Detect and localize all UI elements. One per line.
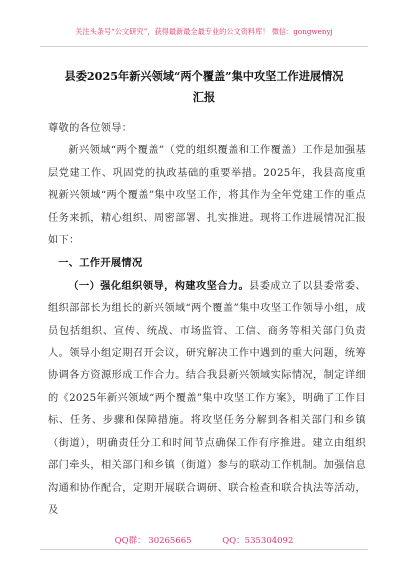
section-heading-1: 一、工作开展情况 xyxy=(58,257,143,270)
header-divider xyxy=(40,46,368,47)
document-body xyxy=(48,118,366,522)
page-footer xyxy=(40,534,368,546)
subsection-body-1: 县委成立了以县委常委、组织部部长为组长的新兴领域“两个覆盖”集中攻坚工作领导小组，成员包括组织、宣传、统战、市场监管、工信、商务等相关部门负责人。领导小组定期召开会议，研究解决工作中遇到的重大问题，统筹协调各方资源形成工作合力。结合我县新兴领域实际情况，制定详细的《2025年新兴领域“两个覆盖”集中攻坚工作方案》，明确了工作目标、任务、步骤和保障措施。将攻坚任务分解到各相关部门和乡镇（街道），明确责任分工和时间节点确保工作有序推进。建立由组织部门牵头，相关部门和乡镇（街道）参与的联动工作机制。加强信息沟通和协作配合，定期开展联合调研、联合检查和联合执法等活动，及 xyxy=(48,280,366,516)
document-title xyxy=(40,66,368,108)
title-line-1: 县委2025年新兴领域“两个覆盖”集中攻坚工作进展情况 xyxy=(64,69,344,83)
footer-qq: QQ：535304092 xyxy=(222,536,294,546)
subsection-paragraph-1 xyxy=(48,275,366,522)
intro-paragraph: 新兴领域“两个覆盖”（党的组织覆盖和工作覆盖）工作是加强基层党建工作、巩固党的执政基础的重要举措。2025年，我县高度重视新兴领域“两个覆盖”集中攻坚工作，将其作为全年党建工作的重点任务来抓，精心组织、周密部署、扎实推进。现将工作进展情况汇报如下： xyxy=(48,145,366,247)
greeting: 尊敬的各位领导： xyxy=(48,123,133,134)
title-line-2: 汇报 xyxy=(192,90,216,104)
page-header-notice: 关注头条号“公文研究”，获得最新最全最专业的公文资料库！ 微信：gongwenyj xyxy=(75,27,333,36)
footer-divider xyxy=(40,549,368,550)
subsection-heading-1: （一）强化组织领导，构建攻坚合力。 xyxy=(68,279,250,292)
footer-qq-group: QQ群： 30265665 xyxy=(114,536,192,546)
